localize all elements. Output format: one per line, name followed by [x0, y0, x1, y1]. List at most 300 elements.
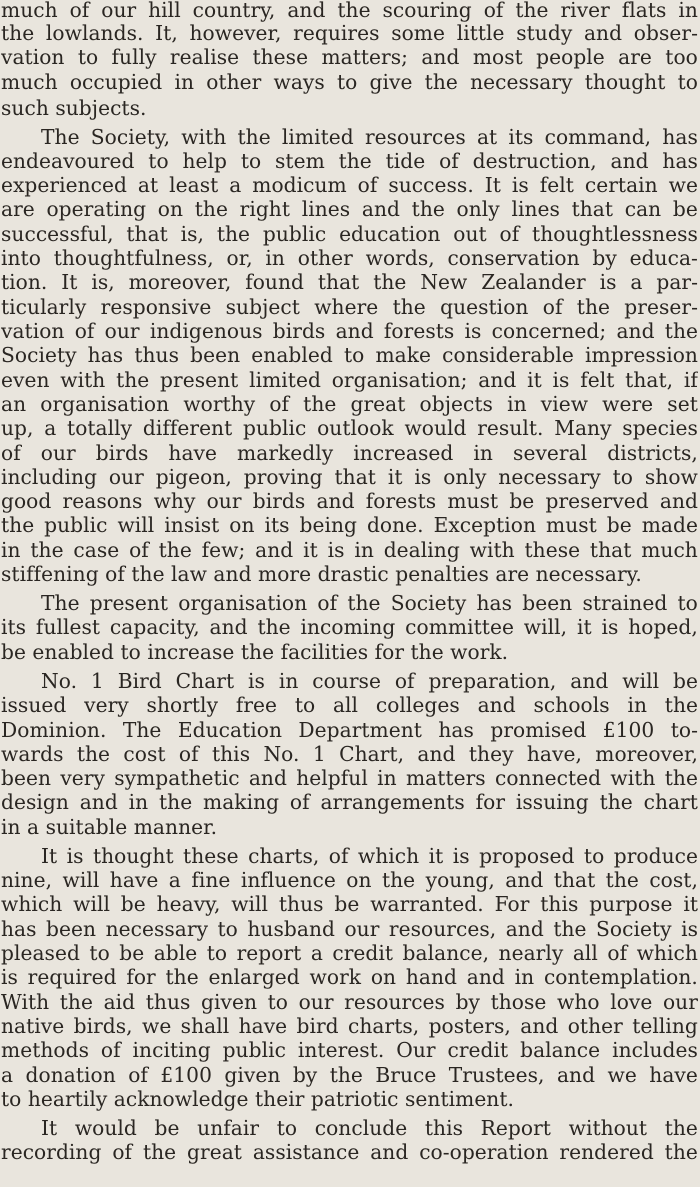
word: it: [527, 368, 542, 392]
text-line: [1, 270, 698, 294]
word: interest.: [297, 1038, 385, 1062]
word: It,: [155, 21, 178, 45]
text-line: [1, 790, 698, 814]
word: is,: [91, 270, 115, 294]
word: some: [391, 21, 445, 45]
word: Society: [390, 591, 467, 615]
word: in: [1, 538, 21, 562]
word: the: [237, 125, 271, 149]
word: on: [157, 197, 184, 221]
word: to: [336, 70, 358, 94]
word: are: [618, 45, 652, 69]
word: made: [641, 513, 698, 537]
word: our: [662, 990, 698, 1014]
word: hill: [148, 0, 181, 22]
word: Bird: [117, 669, 162, 693]
word: and: [556, 1063, 596, 1087]
word: in: [507, 392, 527, 416]
word: public: [243, 416, 307, 440]
word: rendered: [559, 1140, 654, 1164]
word: moreover,: [128, 270, 232, 294]
word: this: [540, 892, 579, 916]
word: however,: [189, 21, 282, 45]
word: little: [456, 21, 505, 45]
word: proposed: [479, 844, 575, 868]
word: strained: [582, 591, 668, 615]
word: most: [472, 45, 523, 69]
word: felt: [580, 368, 615, 392]
word: into: [1, 246, 41, 270]
word: limited: [249, 368, 321, 392]
word: give: [369, 70, 413, 94]
word: subject: [225, 295, 300, 319]
word: where: [314, 295, 379, 319]
word: of: [483, 0, 504, 22]
text-line: [1, 766, 698, 790]
word: organisation: [40, 392, 170, 416]
word: and: [316, 489, 355, 513]
word: scouring: [382, 0, 472, 22]
word: thus: [134, 343, 180, 367]
word: resources,: [388, 917, 497, 941]
word: arrangements: [320, 790, 465, 814]
word: and: [335, 319, 374, 343]
word: certain: [584, 173, 658, 197]
word: has: [662, 149, 698, 173]
word: of: [129, 538, 149, 562]
word: lowlands.: [45, 21, 144, 45]
word: much: [641, 538, 698, 562]
word: a: [229, 173, 242, 197]
word: found: [245, 270, 304, 294]
word: set: [667, 392, 698, 416]
word: is: [1, 965, 18, 989]
word: the: [664, 766, 698, 790]
word: has: [438, 718, 474, 742]
word: Bruce: [375, 1063, 437, 1087]
word: to: [583, 844, 605, 868]
word: the: [664, 1140, 698, 1164]
word: of: [439, 149, 459, 173]
word: of: [317, 591, 338, 615]
word: that: [589, 538, 632, 562]
text-line: to heartily acknowledge their patriotic sentiment.: [1, 1087, 514, 1111]
word: ways: [273, 70, 325, 94]
word: out: [453, 222, 487, 246]
word: totally: [67, 416, 133, 440]
word: to: [677, 591, 698, 615]
word: assistance: [252, 1140, 360, 1164]
word: being: [299, 513, 357, 537]
word: to: [267, 990, 288, 1014]
word: by: [292, 1063, 318, 1087]
word: be: [606, 513, 632, 537]
word: will: [117, 513, 155, 537]
word: pigeon,: [155, 465, 232, 489]
word: concerned;: [491, 319, 607, 343]
word: Exception: [433, 513, 537, 537]
text-line: [1, 416, 698, 440]
word: matters;: [321, 45, 408, 69]
word: the: [553, 917, 587, 941]
word: young,: [425, 868, 495, 892]
word: For: [494, 892, 530, 916]
word: it: [387, 465, 403, 489]
word: few;: [201, 538, 246, 562]
word: is: [248, 669, 265, 693]
word: which: [636, 941, 698, 965]
text-line: such subjects.: [1, 96, 147, 120]
word: be: [672, 197, 698, 221]
word: species: [622, 416, 698, 440]
word: flats: [621, 0, 667, 22]
word: we: [141, 1014, 172, 1038]
word: native: [1, 1014, 65, 1038]
word: our: [101, 0, 137, 22]
word: tion.: [1, 270, 48, 294]
word: be: [672, 669, 698, 693]
word: is: [552, 368, 570, 392]
word: other: [206, 70, 262, 94]
word: our: [104, 319, 140, 343]
word: and: [466, 965, 505, 989]
word: a: [630, 270, 643, 294]
word: responsive: [100, 295, 212, 319]
word: in: [678, 0, 698, 22]
word: objects: [419, 392, 493, 416]
word: the: [664, 1116, 698, 1140]
word: these: [252, 45, 309, 69]
word: indigenous: [149, 319, 263, 343]
word: have: [649, 1063, 698, 1087]
word: It: [41, 1116, 58, 1140]
word: that,: [625, 368, 674, 392]
word: moreover,: [595, 742, 698, 766]
word: the: [194, 197, 228, 221]
word: charts,: [348, 1014, 420, 1038]
word: done.: [366, 513, 424, 537]
word: at: [476, 125, 498, 149]
word: on: [229, 513, 255, 537]
word: incoming: [300, 615, 396, 639]
word: requires: [293, 21, 380, 45]
word: by: [455, 990, 480, 1014]
word: our: [298, 990, 334, 1014]
word: is,: [180, 222, 205, 246]
word: that: [317, 270, 360, 294]
word: thoughtlessness: [532, 222, 698, 246]
word: has: [1, 917, 37, 941]
word: in: [128, 790, 149, 814]
word: love: [610, 990, 653, 1014]
word: of: [499, 222, 520, 246]
word: only: [456, 197, 500, 221]
word: The: [41, 591, 80, 615]
word: forests: [383, 319, 455, 343]
word: reasons: [62, 489, 143, 513]
word: that: [553, 868, 596, 892]
word: pleased: [1, 941, 80, 965]
word: resources: [344, 990, 445, 1014]
word: it: [428, 844, 444, 868]
word: the: [1, 21, 35, 45]
word: ticularly: [1, 295, 87, 319]
text-line: [1, 868, 698, 892]
text-line: [1, 368, 698, 392]
word: that: [334, 465, 376, 489]
word: least: [169, 173, 219, 197]
word: thoughtfulness,: [53, 246, 214, 270]
word: shortly: [146, 693, 219, 717]
word: matters: [405, 766, 486, 790]
text-line: [41, 844, 698, 868]
word: will: [73, 892, 110, 916]
word: lines: [301, 197, 351, 221]
text-line: [1, 45, 698, 69]
word: sympathetic: [114, 766, 240, 790]
word: make: [375, 343, 432, 367]
word: will,: [523, 615, 568, 639]
word: 1: [90, 669, 104, 693]
word: were: [602, 392, 654, 416]
word: Zealander: [481, 270, 586, 294]
word: educa-: [629, 246, 698, 270]
word: study: [516, 21, 573, 45]
word: No.: [263, 742, 300, 766]
word: It: [61, 270, 78, 294]
word: this: [424, 1116, 464, 1140]
word: occupied: [69, 70, 163, 94]
word: have: [109, 868, 159, 892]
word: been: [522, 591, 573, 615]
word: without: [568, 1116, 648, 1140]
word: given: [224, 1063, 281, 1087]
word: of: [289, 790, 310, 814]
text-line: [1, 441, 698, 465]
word: schools: [533, 693, 610, 717]
word: of: [69, 0, 90, 22]
word: public: [262, 222, 327, 246]
word: No.: [41, 669, 78, 693]
word: Education: [177, 718, 282, 742]
word: birds,: [73, 1014, 133, 1038]
word: up,: [1, 416, 34, 440]
word: for: [126, 965, 156, 989]
word: people: [536, 45, 605, 69]
word: will: [231, 892, 269, 916]
word: and: [505, 868, 544, 892]
word: birds: [252, 489, 306, 513]
word: includes: [612, 1038, 698, 1062]
word: and: [287, 0, 326, 22]
word: shall: [180, 1014, 230, 1038]
word: and: [370, 1140, 409, 1164]
word: forests: [365, 489, 437, 513]
word: the: [599, 790, 633, 814]
text-line: [41, 125, 698, 149]
word: it: [576, 615, 592, 639]
word: methods: [1, 1038, 89, 1062]
word: proving: [243, 465, 323, 489]
word: of: [112, 1140, 133, 1164]
word: impression: [585, 343, 698, 367]
word: cost,: [649, 868, 698, 892]
word: organisation: [178, 591, 308, 615]
word: river: [560, 0, 610, 22]
word: free: [235, 693, 278, 717]
word: the: [338, 149, 372, 173]
word: and: [209, 615, 248, 639]
word: work: [309, 965, 362, 989]
text-line: [1, 222, 698, 246]
word: Chart,: [339, 742, 405, 766]
word: in: [377, 766, 397, 790]
word: the: [159, 790, 193, 814]
word: been: [1, 766, 52, 790]
text-line: [1, 1038, 698, 1062]
word: the: [337, 0, 371, 22]
word: we: [607, 1063, 637, 1087]
word: fullest: [35, 615, 101, 639]
word: necessary: [498, 465, 601, 489]
word: preser-: [624, 295, 698, 319]
word: is: [599, 270, 617, 294]
word: if: [683, 368, 698, 392]
word: given: [201, 990, 258, 1014]
word: by: [592, 246, 617, 270]
text-line: [1, 941, 698, 965]
word: those: [490, 990, 547, 1014]
word: produce: [613, 844, 698, 868]
word: worthy: [183, 392, 256, 416]
word: it: [303, 538, 318, 562]
word: aid: [103, 990, 136, 1014]
word: outlook: [317, 416, 394, 440]
word: words,: [365, 246, 435, 270]
word: right: [239, 197, 291, 221]
word: the: [30, 538, 64, 562]
word: Department: [298, 718, 422, 742]
word: of: [607, 941, 628, 965]
word: conclude: [314, 1116, 408, 1140]
word: in: [354, 538, 374, 562]
text-line: [1, 538, 698, 562]
word: this: [211, 742, 251, 766]
word: of: [269, 392, 290, 416]
word: the: [59, 990, 93, 1014]
word: report: [236, 941, 302, 965]
word: of: [328, 844, 349, 868]
word: to: [677, 70, 698, 94]
word: successful,: [1, 222, 114, 246]
word: and: [520, 1014, 559, 1038]
word: fully: [111, 45, 157, 69]
text-line: stiffening of the law and more drastic penalties are necessary.: [1, 562, 642, 586]
word: good: [1, 489, 52, 513]
word: is: [511, 173, 529, 197]
word: influence: [240, 868, 336, 892]
word: or,: [226, 246, 253, 270]
word: must: [546, 513, 597, 537]
word: help: [182, 149, 228, 173]
text-line: [1, 246, 698, 270]
word: It: [41, 844, 58, 868]
word: hoped,: [628, 615, 698, 639]
word: Trustees,: [448, 1063, 545, 1087]
word: public: [44, 513, 108, 537]
word: success.: [388, 173, 474, 197]
word: show: [644, 465, 698, 489]
word: Society: [596, 917, 672, 941]
word: wards: [1, 742, 64, 766]
word: of: [394, 669, 415, 693]
word: is: [66, 844, 84, 868]
word: must: [447, 489, 499, 513]
word: public: [222, 1038, 286, 1062]
word: Society,: [90, 125, 171, 149]
word: thought: [92, 844, 174, 868]
word: promised: [490, 718, 587, 742]
word: present: [89, 591, 169, 615]
text-line: [1, 742, 698, 766]
word: New: [420, 270, 468, 294]
word: to: [276, 1116, 298, 1140]
text-line: [1, 917, 698, 941]
text-line: [1, 718, 698, 742]
word: our: [108, 465, 144, 489]
word: be: [120, 892, 146, 916]
word: necessary: [105, 917, 209, 941]
word: and: [417, 742, 456, 766]
word: will: [62, 868, 100, 892]
word: purpose: [589, 892, 673, 916]
word: has: [476, 591, 513, 615]
word: preserved: [545, 489, 649, 513]
text-line: [1, 149, 698, 173]
word: why: [153, 489, 196, 513]
word: our: [40, 441, 76, 465]
word: issuing: [515, 790, 589, 814]
word: all: [332, 693, 359, 717]
word: these: [183, 844, 239, 868]
word: view: [540, 392, 589, 416]
text-line: in a suitable manner.: [1, 815, 218, 839]
word: which: [1, 892, 63, 916]
word: the: [515, 0, 549, 22]
word: of: [542, 295, 563, 319]
word: issued: [1, 693, 67, 717]
word: nearly: [498, 941, 564, 965]
word: able: [153, 941, 198, 965]
text-line: [1, 319, 698, 343]
word: posters,: [428, 1014, 511, 1038]
word: districts,: [607, 441, 698, 465]
text-line: [1, 990, 698, 1014]
word: the: [373, 270, 407, 294]
word: co-operation: [419, 1140, 549, 1164]
text-line: [1, 1014, 698, 1038]
word: be: [119, 941, 145, 965]
word: is: [452, 844, 470, 868]
word: to-: [670, 718, 698, 742]
word: the: [257, 615, 291, 639]
word: lines: [511, 197, 560, 221]
word: they: [468, 742, 514, 766]
word: the: [303, 392, 337, 416]
word: endeavoured: [1, 149, 135, 173]
word: capacity,: [109, 615, 200, 639]
word: 1: [312, 742, 326, 766]
